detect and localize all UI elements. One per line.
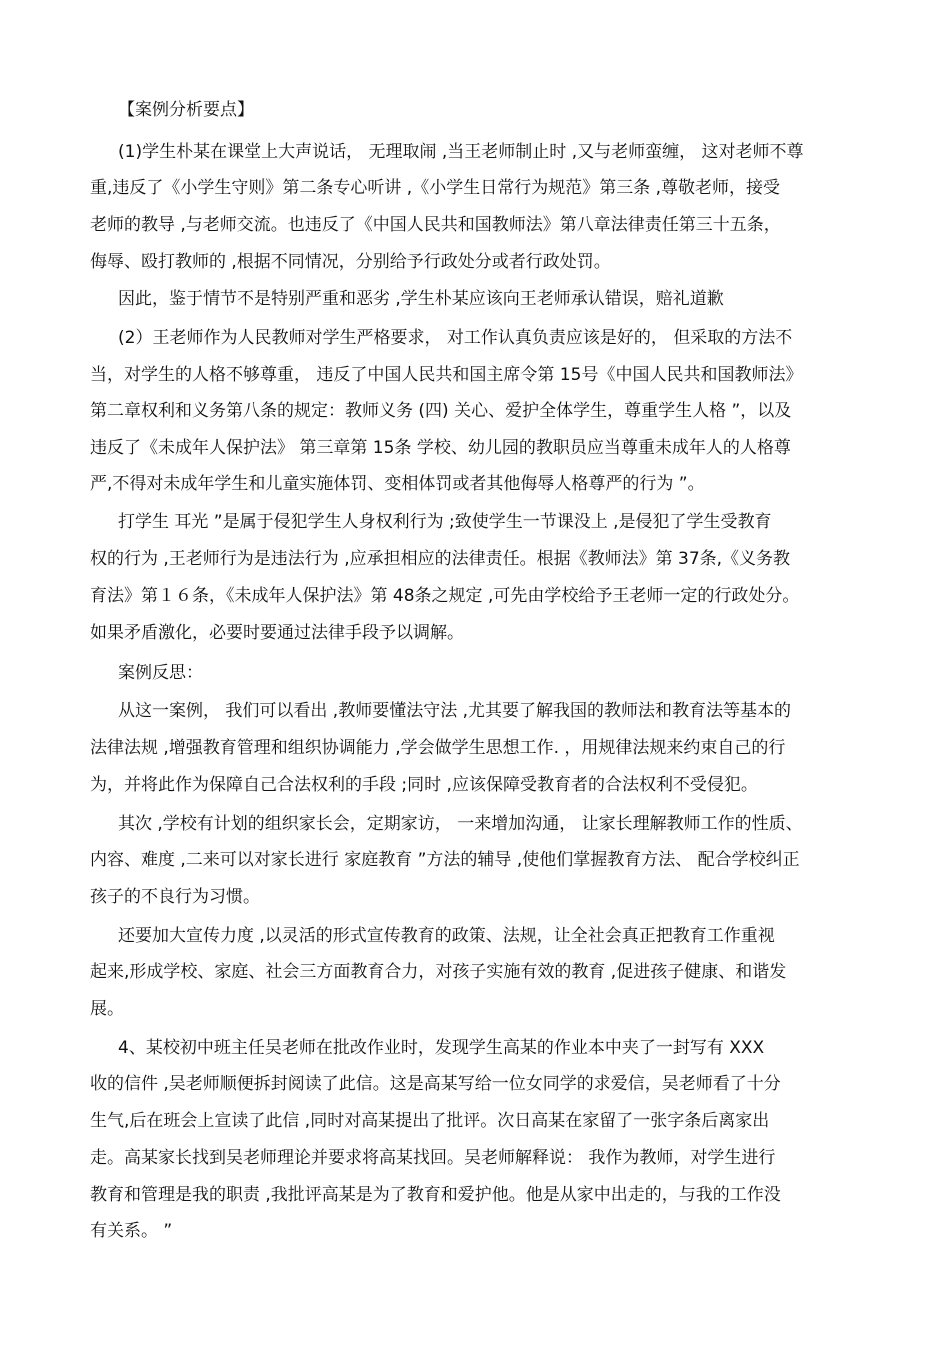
- paragraph-line: 生气,后在班会上宣读了此信 ,同时对高某提出了批评。次日高某在家留了一张字条后离家出: [90, 1111, 770, 1131]
- paragraph-line: 老师的教导 ,与老师交流。也违反了《中国人民共和国教师法》第八章法律责任第三十五条，: [90, 215, 781, 235]
- paragraph-line: (1)学生朴某在课堂上大声说话， 无理取闹 ,当王老师制止时 ,又与老师蛮缠， 这对老师不尊: [118, 142, 804, 162]
- paragraph-line: 如果矛盾激化，必要时要通过法律手段予以调解。: [90, 623, 464, 643]
- paragraph-line: 内容、难度 ,二来可以对家长进行 家庭教育 ”方法的辅导 ,使他们掌握教育方法、 配合学校纠正: [90, 850, 800, 870]
- paragraph-line: 侮辱、殴打教师的 ,根据不同情况，分别给予行政处分或者行政处罚。: [90, 252, 611, 272]
- paragraph-line: 因此，鉴于情节不是特别严重和恶劣 ,学生朴某应该向王老师承认错误，赔礼道歉: [118, 289, 724, 309]
- paragraph-line: 展。: [90, 999, 124, 1019]
- paragraph-line: 严,不得对未成年学生和儿童实施体罚、变相体罚或者其他侮辱人格尊严的行为 ”。: [90, 474, 705, 494]
- paragraph-line: 重,违反了《小学生守则》第二条专心听讲 ,《小学生日常行为规范》第三条 ,尊敬老师，接受: [90, 178, 781, 198]
- paragraph-line: 当，对学生的人格不够尊重， 违反了中国人民共和国主席令第 15号《中国人民共和国教师法》: [90, 365, 803, 385]
- paragraph-line: 法律法规 ,增强教育管理和组织协调能力 ,学会做学生思想工作. ，用规律法规来约束自己的行: [90, 738, 786, 758]
- paragraph-line: 育法》第１６条，《未成年人保护法》第 48条之规定 ,可先由学校给予王老师一定的行政处分。: [90, 586, 800, 606]
- paragraph-line: 教育和管理是我的职责 ,我批评高某是为了教育和爱护他。他是从家中出走的，与我的工作没: [90, 1185, 781, 1205]
- paragraph-line: 走。高某家长找到吴老师理论并要求将高某找回。吴老师解释说： 我作为教师，对学生进行: [90, 1148, 776, 1168]
- paragraph-line: 起来,形成学校、家庭、社会三方面教育合力，对孩子实施有效的教育 ,促进孩子健康、和谐发: [90, 962, 787, 982]
- paragraph-line: 孩子的不良行为习惯。: [90, 887, 260, 907]
- paragraph-line: 第二章权利和义务第八条的规定：教师义务 (四) 关心、爱护全体学生，尊重学生人格 ”，以及: [90, 401, 792, 421]
- heading-case-analysis: 【案例分析要点】: [118, 100, 254, 120]
- paragraph-line: 收的信件 ,吴老师顺便拆封阅读了此信。这是高某写给一位女同学的求爱信，吴老师看了十分: [90, 1074, 781, 1094]
- paragraph-line: 打学生 耳光 ”是属于侵犯学生人身权利行为 ;致使学生一节课没上 ,是侵犯了学生受教育: [118, 512, 772, 532]
- paragraph-line: 从这一案例， 我们可以看出 ,教师要懂法守法 ,尤其要了解我国的教师法和教育法等基本的: [118, 701, 792, 721]
- paragraph-line: (2）王老师作为人民教师对学生严格要求， 对工作认真负责应该是好的， 但采取的方法不: [118, 328, 793, 348]
- paragraph-line: 权的行为 ,王老师行为是违法行为 ,应承担相应的法律责任。根据《教师法》第 37条,《义务教: [90, 549, 791, 569]
- paragraph-line: 违反了《未成年人保护法》 第三章第 15条 学校、幼儿园的教职员应当尊重未成年人的人格尊: [90, 438, 791, 458]
- paragraph-line: 有关系。 ”: [90, 1221, 173, 1241]
- paragraph-line: 为，并将此作为保障自己合法权利的手段 ;同时 ,应该保障受教育者的合法权利不受侵犯。: [90, 775, 758, 795]
- paragraph-line: 4、某校初中班主任吴老师在批改作业时，发现学生高某的作业本中夹了一封写有 XXX: [118, 1038, 765, 1058]
- paragraph-line: 其次 ,学校有计划的组织家长会，定期家访， 一来增加沟通， 让家长理解教师工作的性质、: [118, 814, 803, 834]
- heading-case-reflection: 案例反思：: [118, 663, 203, 683]
- paragraph-line: 还要加大宣传力度 ,以灵活的形式宣传教育的政策、法规，让全社会真正把教育工作重视: [118, 926, 775, 946]
